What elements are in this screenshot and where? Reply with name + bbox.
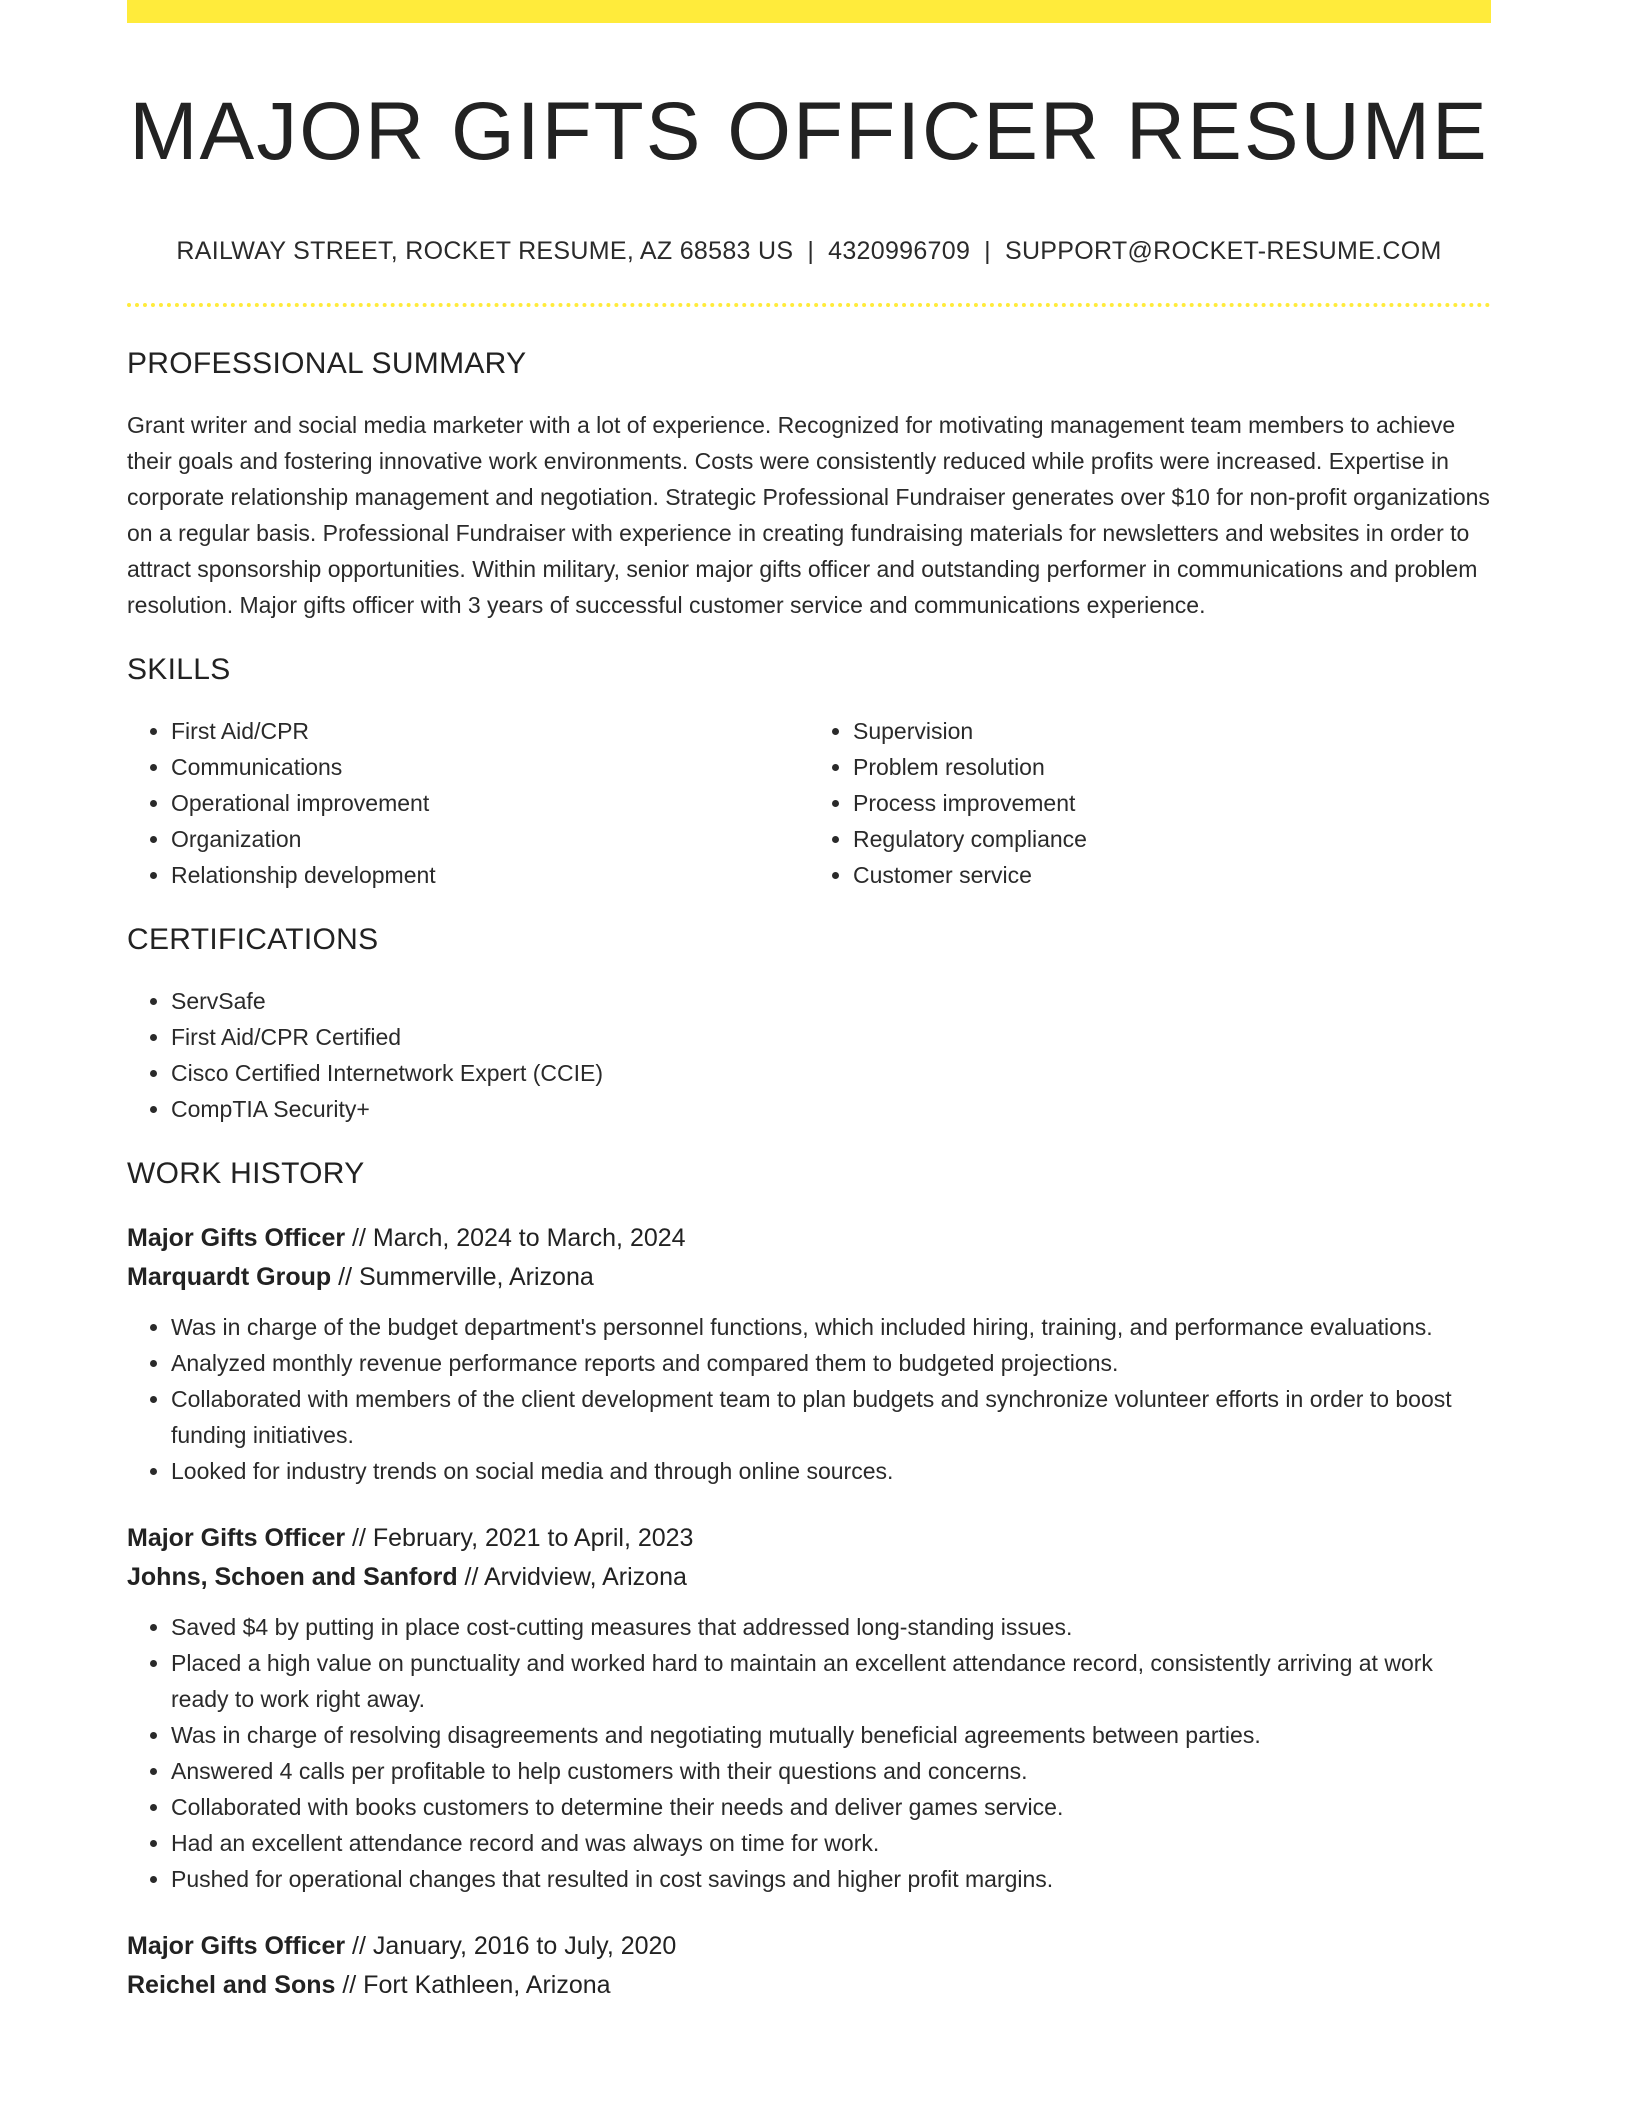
list-item: • CompTIA Security+ [171,1091,1491,1127]
job-company-line [127,1558,1491,1597]
list-item: • First Aid/CPR Certified [171,1019,1491,1055]
summary-section [127,347,1491,623]
certifications-list [127,983,1491,1127]
job-entry [127,1519,1491,1897]
work-history-section [127,1157,1491,2005]
job-header [127,1927,1491,2005]
list-item: • Cisco Certified Internetwork Expert (CCIE) [171,1055,1491,1091]
list-item: • Collaborated with members of the client development team to plan budgets and synchronize volunteer efforts in order to boost funding initiatives. [171,1381,1491,1453]
job-company: Marquardt Group [127,1263,332,1292]
job-entry [127,1927,1491,2005]
list-item: • First Aid/CPR [171,713,809,749]
skills-list-right [809,713,1491,893]
list-item: • Process improvement [853,785,1491,821]
job-header [127,1219,1491,1297]
job-role-line [127,1927,1491,1966]
job-company: Reichel and Sons [127,1971,336,2000]
list-item: • Was in charge of resolving disagreements and negotiating mutually beneficial agreements between parties. [171,1717,1491,1753]
list-item: • Was in charge of the budget department's personnel functions, which included hiring, training, and performance evaluations. [171,1309,1491,1345]
job-role: Major Gifts Officer [127,1932,346,1961]
job-company: Johns, Schoen and Sanford [127,1563,458,1592]
skills-columns [127,713,1491,893]
summary-heading: PROFESSIONAL SUMMARY [127,347,527,381]
dotted-divider [127,303,1491,307]
job-dates: // February, 2021 to April, 2023 [352,1524,694,1553]
job-header [127,1519,1491,1597]
list-item: • Organization [171,821,809,857]
certifications-heading: CERTIFICATIONS [127,923,379,957]
job-role: Major Gifts Officer [127,1524,346,1553]
skills-list-left [127,713,809,893]
job-dates: // March, 2024 to March, 2024 [352,1224,686,1253]
skills-section [127,653,1491,893]
resume-title: MAJOR GIFTS OFFICER RESUME [129,86,1489,177]
contact-separator: | [984,237,991,266]
list-item: • Saved $4 by putting in place cost-cutting measures that addressed long-standing issues. [171,1609,1491,1645]
job-role: Major Gifts Officer [127,1224,346,1253]
summary-text: Grant writer and social media marketer with a lot of experience. Recognized for motivating management team members to achieve their goals and fostering innovative work environments. Costs were consistently reduced while profits were increased. Expertise in corporate relationship management and negotiation. Strategic Professional Fundraiser generates over $10 for non-profit organizations on a regular basis. Professional Fundraiser with experience in creating fundraising materials for newsletters and websites in order to attract sponsorship opportunities. Within military, senior major gifts officer and outstanding performer in communications and problem resolution. Major gifts officer with 3 years of successful customer service and communications experience. [127,412,1490,619]
job-dates: // January, 2016 to July, 2020 [352,1932,677,1961]
skills-heading: SKILLS [127,653,231,687]
contact-line [127,237,1491,266]
list-item: • Relationship development [171,857,809,893]
job-location: // Arvidview, Arizona [464,1563,687,1592]
certifications-section [127,923,1491,1127]
list-item: • Regulatory compliance [853,821,1491,857]
work-history-heading: WORK HISTORY [127,1157,365,1191]
job-location: // Summerville, Arizona [338,1263,594,1292]
list-item: • ServSafe [171,983,1491,1019]
list-item: • Operational improvement [171,785,809,821]
contact-phone: 4320996709 [828,237,971,266]
resume-page [127,0,1491,2005]
accent-top-bar [127,0,1491,23]
contact-address: RAILWAY STREET, ROCKET RESUME, AZ 68583 US [176,237,794,266]
contact-separator: | [807,237,815,266]
job-company-line [127,1966,1491,2005]
contact-email: SUPPORT@ROCKET-RESUME.COM [1004,237,1442,266]
job-company-line [127,1258,1491,1297]
job-bullets [127,1609,1491,1897]
list-item: • Answered 4 calls per profitable to help customers with their questions and concerns. [171,1753,1491,1789]
job-role-line [127,1219,1491,1258]
list-item: • Pushed for operational changes that resulted in cost savings and higher profit margins. [171,1861,1491,1897]
list-item: • Had an excellent attendance record and was always on time for work. [171,1825,1491,1861]
job-role-line [127,1519,1491,1558]
list-item: • Problem resolution [853,749,1491,785]
list-item: • Looked for industry trends on social media and through online sources. [171,1453,1491,1489]
job-location: // Fort Kathleen, Arizona [342,1971,611,2000]
job-bullets [127,1309,1491,1489]
job-entry [127,1219,1491,1489]
list-item: • Placed a high value on punctuality and worked hard to maintain an excellent attendance record, consistently arriving at work ready to work right away. [171,1645,1491,1717]
list-item: • Collaborated with books customers to determine their needs and deliver games service. [171,1789,1491,1825]
list-item: • Supervision [853,713,1491,749]
list-item: • Communications [171,749,809,785]
list-item: • Analyzed monthly revenue performance reports and compared them to budgeted projections. [171,1345,1491,1381]
list-item: • Customer service [853,857,1491,893]
